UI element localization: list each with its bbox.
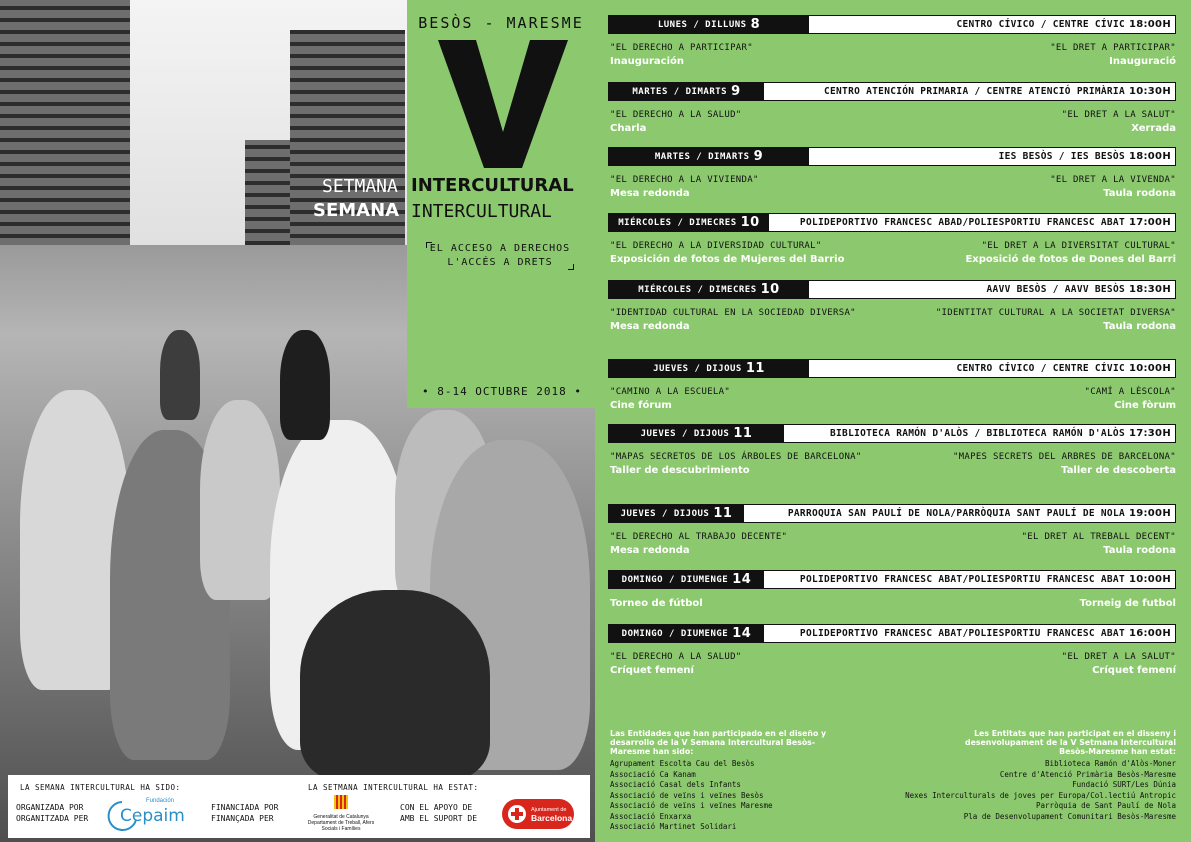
event-venue-label: POLIDEPORTIVO FRANCESC ABAD/POLIESPORTIU FRANCESC ABAT <box>799 217 1125 228</box>
event-time: 10:00H <box>1128 574 1171 585</box>
event-detail-ca <box>906 42 1176 68</box>
event-detail-ca <box>906 597 1176 610</box>
sponsor-header-es: LA SEMANA INTERCULTURAL HA SIDO: <box>20 783 181 792</box>
event-title-ca: "EL DRET AL TREBALL DECENT" <box>1021 532 1176 542</box>
sponsor-header-ca: LA SETMANA INTERCULTURAL HA ESTAT: <box>308 783 479 792</box>
entity-item: Parròquia de Sant Paulí de Nola <box>1036 801 1176 810</box>
event-venue <box>769 214 1175 231</box>
event-day-label: JUEVES / DIJOUS <box>620 508 710 519</box>
photo-person <box>160 330 200 420</box>
event-type-ca: Cine fòrum <box>1114 400 1176 411</box>
event-title-ca: "IDENTITAT CULTURAL A LA SOCIETAT DIVERSA" <box>935 308 1176 318</box>
event-venue-label: CENTRO ATENCIÓN PRIMARIA / CENTRE ATENCIÓ PRIMÀRIA <box>824 86 1125 97</box>
gencat-logo <box>304 795 378 835</box>
event-type-ca: Xerrada <box>1131 123 1176 134</box>
event-detail-es <box>610 451 880 477</box>
entity-item: Associació de veïns i veïnes Besòs <box>610 790 764 800</box>
event-type-es: Críquet femení <box>610 665 694 676</box>
event-venue-label: POLIDEPORTIVO FRANCESC ABAT/POLIESPORTIU FRANCESC ABAT <box>799 628 1125 639</box>
event-day-number: 8 <box>750 17 761 32</box>
event-type-es: Cine fórum <box>610 400 672 411</box>
event-header-bar <box>608 570 1176 589</box>
event-type-es: Torneo de fútbol <box>610 598 703 609</box>
event-day-number: 11 <box>733 426 753 441</box>
event-type-ca: Taula rodona <box>1103 188 1176 199</box>
event-day-label: MARTES / DIMARTS <box>632 86 728 97</box>
event-venue-label: BIBLIOTECA RAMÓN D'ALÒS / BIBLIOTECA RAMÓN D'ALÒS <box>830 428 1125 439</box>
sponsor-box <box>8 775 590 838</box>
event-venue <box>784 425 1175 442</box>
event-header-bar <box>608 82 1176 101</box>
entity-item: Fundació SURT/Les Dúnia <box>1072 780 1176 789</box>
event-title-es: "IDENTIDAD CULTURAL EN LA SOCIEDAD DIVERSA" <box>610 308 856 318</box>
entities-heading-es: Las Entidades que han participado en el diseño y desarrollo de la V Semana Intercultural Besòs-Maresme han sido: <box>610 729 827 756</box>
event-day <box>609 425 784 442</box>
support-by-label: CON EL APOYO DE AMB EL SUPORT DE <box>400 803 478 823</box>
event-day <box>609 148 809 165</box>
event-day-label: DOMINGO / DIUMENGE <box>621 574 729 585</box>
event-venue-label: IES BESÒS / IES BESÒS <box>998 151 1125 162</box>
event-detail-ca <box>906 531 1176 557</box>
event-day <box>609 360 809 377</box>
event-type-ca: Inauguració <box>1109 56 1176 67</box>
event-day-label: JUEVES / DIJOUS <box>640 428 730 439</box>
event-day-label: MIÉRCOLES / DIMECRES <box>638 284 757 295</box>
event-title-es: "EL DERECHO A LA VIVIENDA" <box>610 175 759 185</box>
subtitle-ca: L'ACCÉS A DRETS <box>447 257 553 268</box>
event-title-ca: "CAMÍ A LÈSCOLA" <box>1084 387 1176 397</box>
title-semana: SEMANA <box>313 200 400 221</box>
event-type-ca: Taller de descoberta <box>1061 465 1176 476</box>
event-venue-label: AAVV BESÒS / AAVV BESÒS <box>986 284 1125 295</box>
entity-item: Pla de Desenvolupament Comunitari Besòs-Maresme <box>963 811 1176 821</box>
event-time: 17:00H <box>1128 217 1171 228</box>
roman-numeral-v <box>438 40 568 168</box>
event-detail-es <box>610 42 880 68</box>
event-time: 19:00H <box>1128 508 1171 519</box>
event-day-number: 14 <box>732 572 752 587</box>
entity-item: Biblioteca Ramón d'Alòs-Moner <box>1045 759 1176 768</box>
gencat-department: Departament de Treball, Afers Socials i Famílies <box>307 820 375 832</box>
event-type-ca: Torneig de futbol <box>1079 598 1176 609</box>
entity-item: Associació Ca Kanam <box>610 769 696 779</box>
entity-item: Associació Enxarxa <box>610 811 692 821</box>
gencat-name: Generalitat de Catalunya <box>313 814 369 820</box>
ajuntament-label: Ajuntament de <box>531 807 567 813</box>
event-detail-es <box>610 597 880 610</box>
entity-item: Associació de veïns i veïnes Maresme <box>610 801 773 810</box>
event-header-bar <box>608 15 1176 34</box>
organized-by-label: ORGANIZADA POR ORGANITZADA PER <box>16 803 89 823</box>
event-detail-es <box>610 307 880 333</box>
event-type-es: Exposición de fotos de Mujeres del Barrio <box>610 254 845 265</box>
event-detail-es <box>610 386 880 412</box>
neighborhood-title: BESÒS - MARESME <box>418 14 584 32</box>
event-header-bar <box>608 424 1176 443</box>
event-day-number: 9 <box>753 149 764 164</box>
event-type-es: Mesa redonda <box>610 321 690 332</box>
event-time: 18:00H <box>1128 19 1171 30</box>
event-detail-ca <box>906 451 1176 477</box>
cepaim-logo <box>106 796 202 832</box>
photo-building-left <box>0 0 130 250</box>
event-day-number: 9 <box>731 84 741 99</box>
event-title-ca: "EL DRET A LA SALUT" <box>1061 652 1176 662</box>
event-venue <box>744 505 1175 522</box>
event-day-number: 11 <box>713 506 733 521</box>
subtitle-es: EL ACCESO A DERECHOS <box>429 243 571 254</box>
event-venue <box>809 281 1175 298</box>
entity-item: Associació Casal dels Infants <box>610 780 741 789</box>
event-type-ca: Taula rodona <box>1103 321 1176 332</box>
entity-item: Nexes Interculturals de joves per Europa/Col.lectiú Antropic <box>905 790 1176 800</box>
event-time: 16:00H <box>1128 628 1171 639</box>
event-dates: • 8-14 OCTUBRE 2018 • <box>421 385 583 398</box>
entities-heading-ca: Les Entitats que han participat en el disseny i desenvolupament de la V Setmana Intercultural Besòs-Maresme han estat: <box>965 729 1176 756</box>
event-title-ca: "EL DRET A LA DIVERSITAT CULTURAL" <box>981 241 1176 251</box>
photo-person <box>300 590 490 780</box>
event-day <box>609 625 764 642</box>
event-detail-es <box>610 651 880 677</box>
subtitle-access-rights <box>426 242 574 270</box>
cepaim-sub: Fundación <box>146 798 175 804</box>
event-header-bar <box>608 147 1176 166</box>
event-venue <box>809 16 1175 33</box>
event-day-label: DOMINGO / DIUMENGE <box>621 628 729 639</box>
event-title-ca: "MAPES SECRETS DEL ARBRES DE BARCELONA" <box>952 452 1176 462</box>
event-day <box>609 16 809 33</box>
event-venue-label: POLIDEPORTIVO FRANCESC ABAT/POLIESPORTIU FRANCESC ABAT <box>799 574 1125 585</box>
event-header-bar <box>608 359 1176 378</box>
event-title-es: "EL DERECHO A LA SALUD" <box>610 110 742 120</box>
event-day <box>609 214 769 231</box>
event-type-ca: Taula rodona <box>1103 545 1176 556</box>
event-venue-label: CENTRO CÍVICO / CENTRE CÍVIC <box>956 363 1125 374</box>
event-day-number: 11 <box>745 361 765 376</box>
event-title-ca: "EL DRET A LA SALUT" <box>1061 110 1176 120</box>
event-venue <box>764 625 1175 642</box>
event-time: 10:00H <box>1128 363 1171 374</box>
event-detail-ca <box>906 174 1176 200</box>
event-detail-ca <box>906 240 1176 266</box>
event-day-label: LUNES / DILLUNS <box>657 19 747 30</box>
event-title-es: "EL DERECHO A LA DIVERSIDAD CULTURAL" <box>610 241 822 251</box>
event-title-es: "EL DERECHO AL TRABAJO DECENTE" <box>610 532 788 542</box>
entity-item: Associació Martinet Solidari <box>610 822 737 831</box>
event-venue-label: CENTRO CÍVICO / CENTRE CÍVIC <box>956 19 1125 30</box>
event-time: 17:30H <box>1128 428 1171 439</box>
event-detail-ca <box>906 307 1176 333</box>
event-type-es: Taller de descubrimiento <box>610 465 750 476</box>
photo-person <box>280 330 330 440</box>
event-type-es: Mesa redonda <box>610 188 690 199</box>
event-venue <box>764 571 1175 588</box>
event-title-es: "CAMINO A LA ESCUELA" <box>610 387 731 397</box>
event-day-number: 14 <box>732 626 752 641</box>
event-type-ca: Exposició de fotos de Dones del Barri <box>965 254 1176 265</box>
event-header-bar <box>608 504 1176 523</box>
event-detail-es <box>610 240 880 266</box>
event-time: 10:30H <box>1128 86 1171 97</box>
event-day-label: JUEVES / DIJOUS <box>653 363 742 374</box>
entity-item: Centre d'Atenció Primària Besòs-Maresme <box>999 769 1176 779</box>
event-title-es: "EL DERECHO A PARTICIPAR" <box>610 43 753 53</box>
event-title-ca: "EL DRET A LA VIVENDA" <box>1050 175 1176 185</box>
event-detail-es <box>610 174 880 200</box>
event-header-bar <box>608 280 1176 299</box>
event-venue <box>809 148 1175 165</box>
event-day <box>609 571 764 588</box>
title-setmana: SETMANA <box>322 176 398 197</box>
entities-es <box>610 729 850 833</box>
title-intercultural-bold: INTERCULTURAL <box>411 175 574 196</box>
ajuntament-logo <box>502 799 574 829</box>
event-title-es: "MAPAS SECRETOS DE LOS ÁRBOLES DE BARCELONA" <box>610 452 862 462</box>
ajuntament-city: Barcelona <box>531 813 573 823</box>
barcelona-shield-icon <box>506 803 528 825</box>
event-title-ca: "EL DRET A PARTICIPAR" <box>1050 43 1176 53</box>
event-title-es: "EL DERECHO A LA SALUD" <box>610 652 742 662</box>
event-detail-ca <box>906 109 1176 135</box>
event-detail-es <box>610 531 880 557</box>
photo-building-far <box>245 140 290 245</box>
event-time: 18:00H <box>1128 151 1171 162</box>
event-day <box>609 281 809 298</box>
entity-item: Agrupament Escolta Cau del Besòs <box>610 759 755 768</box>
event-detail-ca <box>906 386 1176 412</box>
event-time: 18:30H <box>1128 284 1171 295</box>
event-type-ca: Críquet femení <box>1092 665 1176 676</box>
event-type-es: Mesa redonda <box>610 545 690 556</box>
photo-person <box>200 400 280 600</box>
event-detail-es <box>610 109 880 135</box>
event-venue <box>764 83 1175 100</box>
event-venue <box>809 360 1175 377</box>
financed-by-label: FINANCIADA POR FINANÇADA PER <box>211 803 279 823</box>
event-type-es: Charla <box>610 123 647 134</box>
event-header-bar <box>608 624 1176 643</box>
event-day-number: 10 <box>740 215 760 230</box>
event-venue-label: PARROQUIA SAN PAULÍ DE NOLA/PARRÒQUIA SANT PAULÍ DE NOLA <box>787 508 1125 519</box>
event-type-es: Inauguración <box>610 56 685 67</box>
event-day <box>609 505 744 522</box>
event-day-number: 10 <box>760 282 780 297</box>
event-day-label: MIÉRCOLES / DIMECRES <box>618 217 737 228</box>
gencat-flag-icon <box>334 795 348 809</box>
event-header-bar <box>608 213 1176 232</box>
title-intercultural-light: INTERCULTURAL <box>411 201 552 222</box>
event-day <box>609 83 764 100</box>
cepaim-name: Cepaim <box>120 806 185 826</box>
event-day-label: MARTES / DIMARTS <box>654 151 750 162</box>
entities-ca <box>846 729 1176 822</box>
event-detail-ca <box>906 651 1176 677</box>
